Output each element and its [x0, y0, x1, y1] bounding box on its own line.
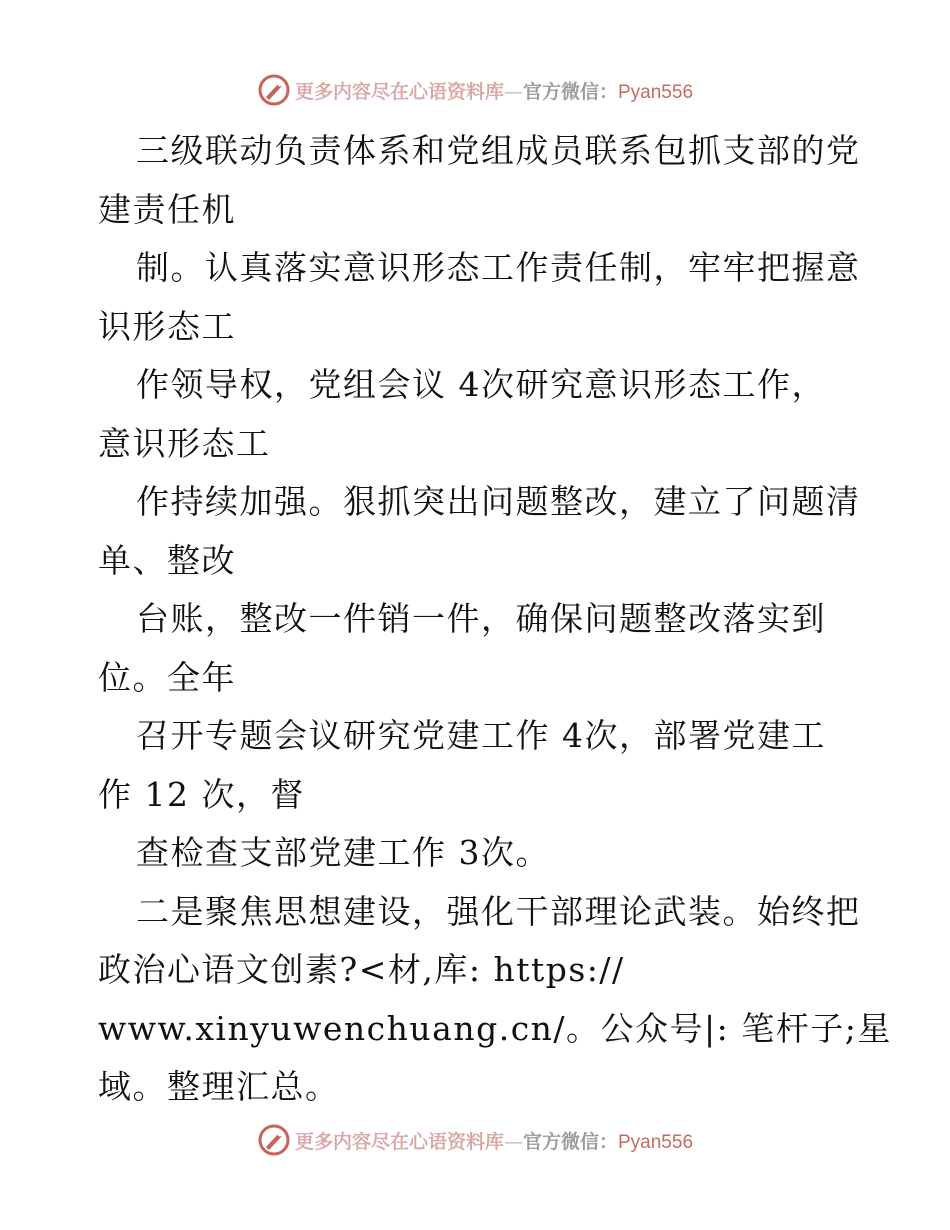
text-line: 位。全年: [98, 657, 236, 697]
watermark-main: 更多内容尽在心语资料库: [294, 1130, 504, 1153]
header-watermark: [0, 70, 950, 110]
logo-pen-icon: [257, 73, 291, 107]
text-line: 识形态工: [98, 306, 236, 346]
watermark-wechat-id: Pyan556: [618, 81, 694, 103]
watermark-main: 更多内容尽在心语资料库: [294, 80, 504, 103]
text-line: www.xinyuwenchuang.cn/。公众号|: 笔杆子;星: [98, 1008, 892, 1048]
text-line: 政治心语文创素?<材,库: https://: [98, 950, 625, 989]
logo-pen-icon: [257, 1123, 291, 1157]
text-line: 作领导权，党组会议 4次研究意识形态工作，: [136, 365, 826, 404]
text-line: 建责任机: [98, 189, 236, 229]
text-line: 查检查支部党建工作 3次。: [136, 833, 550, 872]
text-line: 域。整理汇总。: [98, 1067, 340, 1106]
text-line: 意识形态工: [98, 423, 271, 463]
watermark-text: [295, 1127, 693, 1154]
footer-watermark: [0, 1120, 950, 1160]
watermark-text: [295, 77, 693, 104]
text-line: 召开专题会议研究党建工作 4次，部署党建工: [136, 716, 826, 755]
text-line: 台账，整改一件销一件，确保问题整改落实到: [136, 599, 826, 638]
text-line: 单、整改: [98, 540, 236, 580]
text-line: 作 12 次，督: [98, 774, 305, 814]
text-line: 制。认真落实意识形态工作责任制，牢牢把握意: [136, 248, 861, 287]
watermark-dash: —: [503, 80, 523, 103]
watermark-wechat-id: Pyan556: [618, 1131, 694, 1153]
watermark-wechat-label: 官方微信：: [522, 1130, 618, 1153]
text-line: 作持续加强。狠抓突出问题整改，建立了问题清: [136, 482, 861, 521]
text-line: 三级联动负责体系和党组成员联系包抓支部的党: [136, 131, 861, 170]
text-line: 二是聚焦思想建设，强化干部理论武装。始终把: [136, 891, 861, 931]
watermark-dash: —: [503, 1130, 523, 1153]
watermark-wechat-label: 官方微信：: [522, 80, 618, 103]
document-body: [98, 122, 892, 1117]
